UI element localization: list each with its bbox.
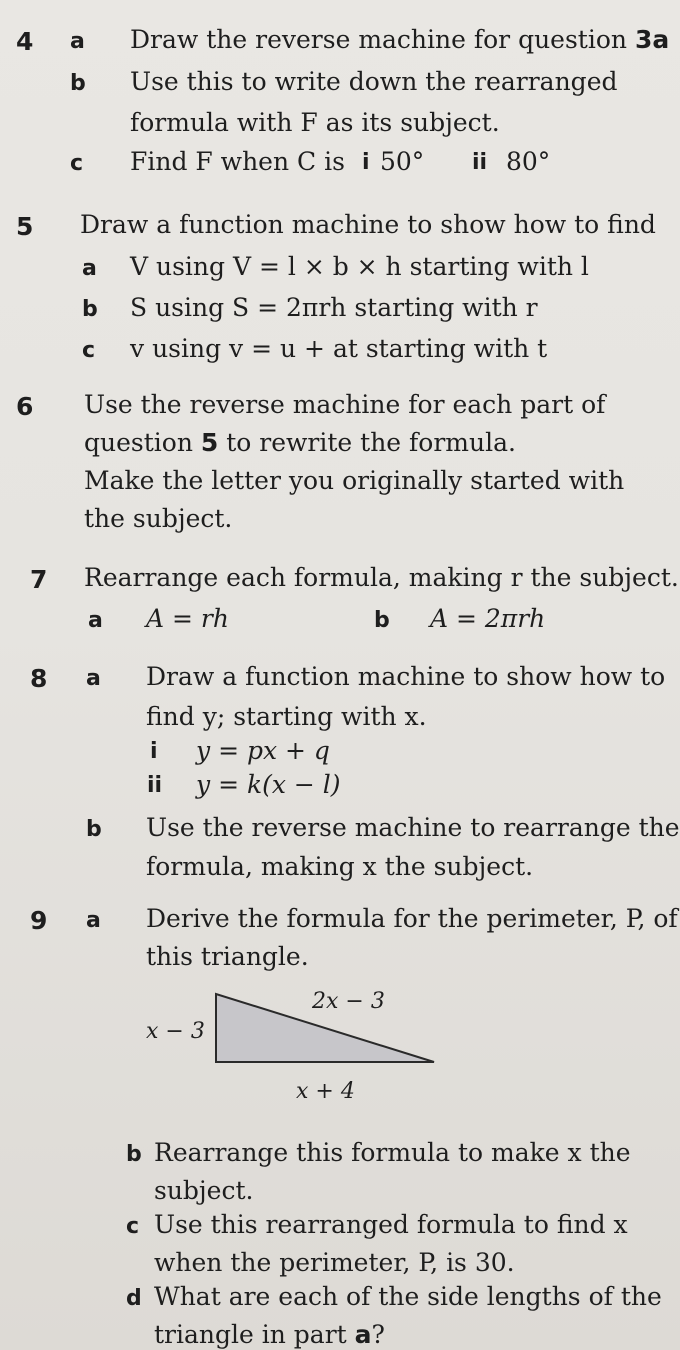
- part-label: a: [86, 908, 101, 933]
- question-number: 7: [30, 565, 48, 594]
- part-label: c: [126, 1214, 140, 1239]
- formula: A = 2πrh: [430, 604, 546, 633]
- question-text: when the perimeter, P, is 30.: [154, 1248, 515, 1277]
- question-text: Use this rearranged formula to find x: [154, 1210, 628, 1239]
- hypotenuse-label: 2x − 3: [312, 989, 385, 1014]
- part-label: b: [86, 817, 102, 842]
- question-text: [84, 428, 516, 458]
- formula: y = k(x − l): [196, 770, 341, 799]
- subpart-label: ii: [472, 150, 488, 175]
- part-label: a: [70, 29, 85, 54]
- question-text: the subject.: [84, 504, 233, 533]
- question-reference: 5: [200, 428, 219, 457]
- base-label: x + 4: [296, 1079, 355, 1104]
- question-text: v using v = u + at starting with t: [130, 334, 548, 363]
- part-label: b: [70, 71, 86, 96]
- left-side-label: x − 3: [146, 1019, 205, 1044]
- question-text: What are each of the side lengths of the: [154, 1282, 662, 1311]
- question-text: Use this to write down the rearranged: [130, 67, 618, 96]
- text: to rewrite the formula.: [218, 428, 516, 457]
- value: 50°: [380, 147, 425, 176]
- part-label: d: [126, 1286, 142, 1311]
- question-reference: 3a: [634, 25, 670, 54]
- question-text: V using V = l × b × h starting with l: [130, 252, 589, 281]
- part-label: b: [82, 297, 98, 322]
- part-label: c: [82, 338, 96, 363]
- part-label: b: [126, 1142, 142, 1167]
- part-label: a: [88, 608, 103, 633]
- question-text: Use the reverse machine to rearrange the: [146, 813, 680, 842]
- question-number: 5: [16, 212, 34, 241]
- triangle-diagram: [0, 980, 656, 1130]
- question-text: Make the letter you originally started with: [84, 466, 625, 495]
- question-text: Rearrange this formula to make x the: [154, 1138, 631, 1167]
- subpart-label: ii: [147, 773, 163, 798]
- part-label: a: [86, 666, 101, 691]
- question-text: Draw a function machine to show how to: [146, 662, 666, 691]
- question-text: [130, 25, 669, 55]
- question-number: 4: [16, 27, 34, 56]
- question-text: this triangle.: [146, 942, 309, 971]
- question-number: 6: [16, 392, 34, 421]
- text: triangle in part: [154, 1320, 355, 1349]
- question-reference: a: [354, 1320, 372, 1349]
- subpart-label: i: [150, 739, 158, 764]
- question-text: Derive the formula for the perimeter, P, of: [146, 904, 678, 933]
- text: ?: [371, 1320, 385, 1349]
- question-number: 8: [30, 664, 48, 693]
- question-text: subject.: [154, 1176, 254, 1205]
- value: 80°: [506, 147, 551, 176]
- question-text: S using S = 2πrh starting with r: [130, 293, 538, 322]
- part-label: a: [82, 256, 97, 281]
- question-text: Use the reverse machine for each part of: [84, 390, 606, 419]
- text: question: [84, 428, 201, 457]
- question-number: 9: [30, 906, 48, 935]
- question-text: formula, making x the subject.: [146, 852, 534, 881]
- question-text: Find F when C is: [130, 147, 345, 176]
- formula: A = rh: [146, 604, 229, 633]
- part-label: b: [374, 608, 390, 633]
- question-text: [154, 1320, 385, 1350]
- question-text: Rearrange each formula, making r the subject.: [84, 563, 679, 592]
- text: Draw the reverse machine for question: [130, 25, 635, 54]
- subpart-label: i: [362, 150, 370, 175]
- question-text: Draw a function machine to show how to find: [80, 210, 656, 239]
- formula: y = px + q: [196, 736, 330, 765]
- part-label: c: [70, 151, 84, 176]
- question-text: formula with F as its subject.: [130, 108, 500, 137]
- question-text: find y; starting with x.: [146, 702, 427, 731]
